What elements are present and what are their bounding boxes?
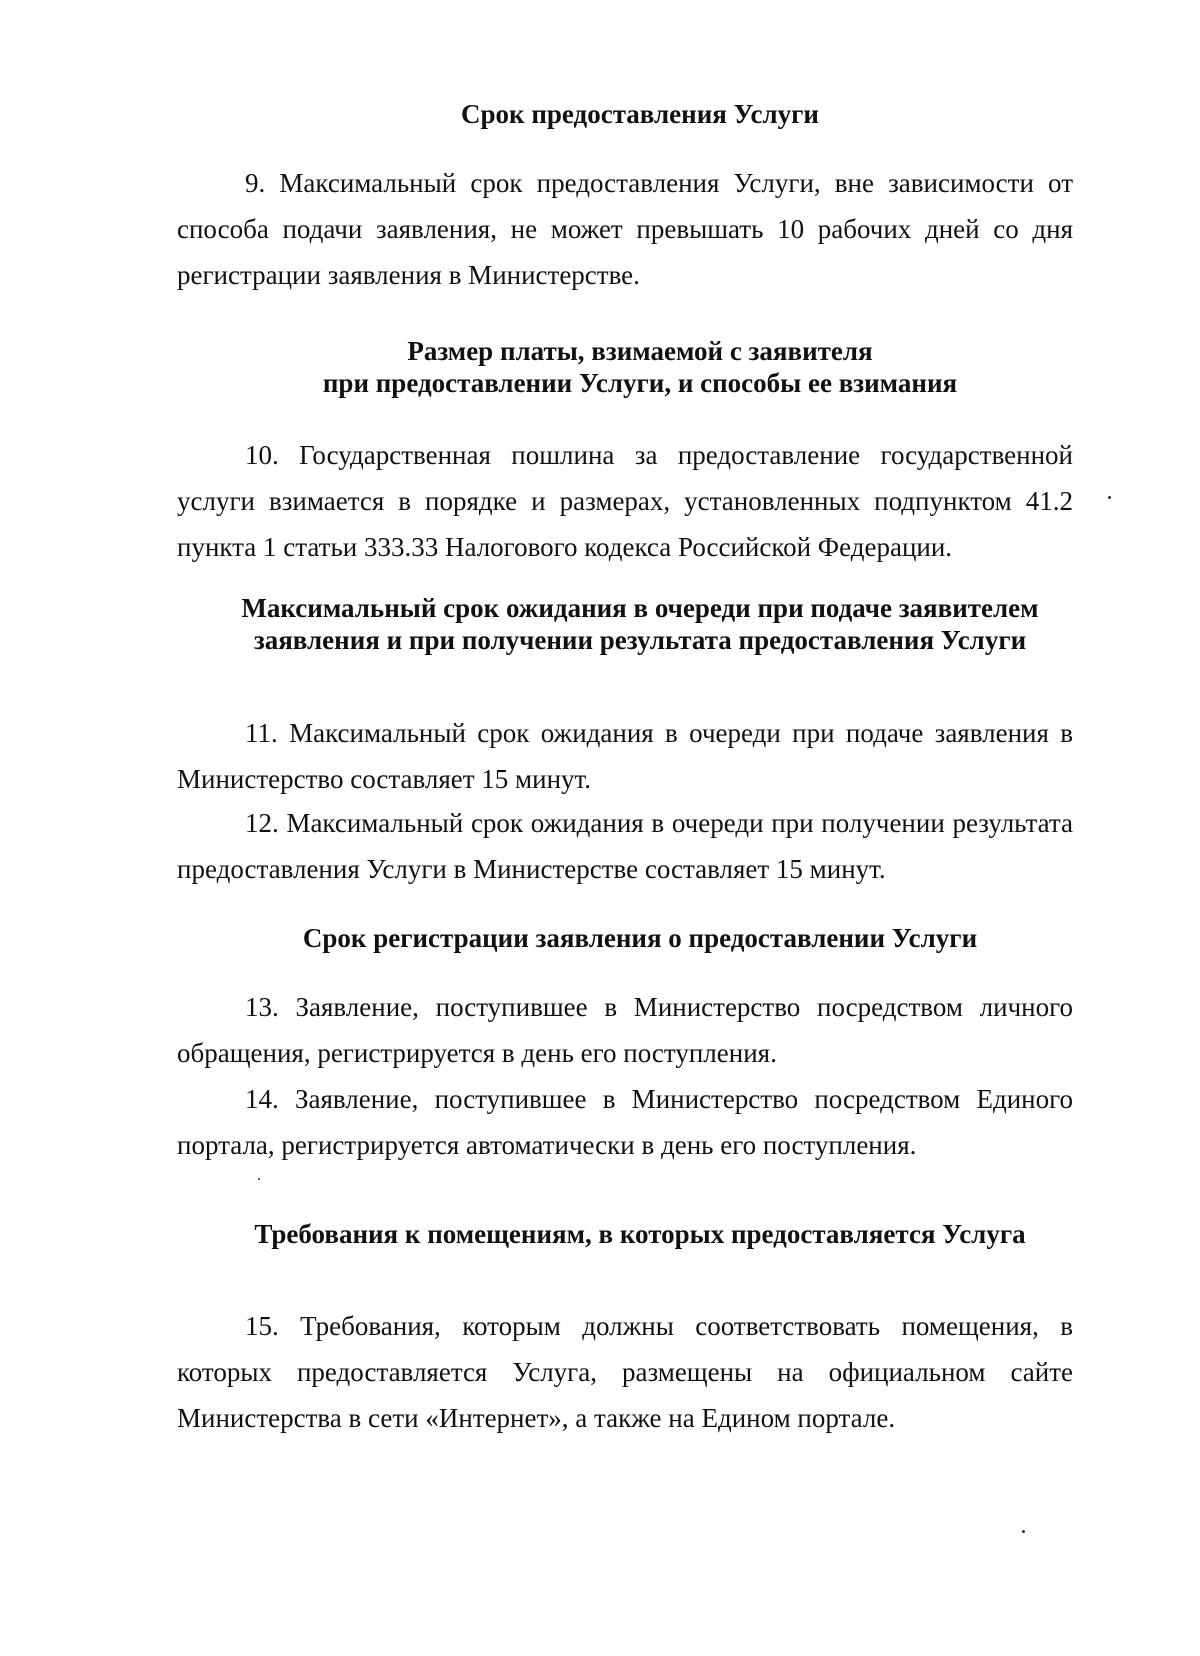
- scan-speck: [1022, 1530, 1025, 1533]
- section-heading-registration: Срок регистрации заявления о предоставлении Услуги: [302, 923, 978, 953]
- section-heading-queue: [200, 592, 1080, 656]
- scan-speck: [1108, 496, 1111, 499]
- section-heading-term: Срок предоставления Услуги: [461, 99, 819, 129]
- scan-speck: [258, 1178, 260, 1180]
- paragraph-15: 15. Требования, которым должны соответствовать помещения, в которых предоставляется Услуга, размещены на официальном сайте Министерства в сети «Интернет», а также на Едином портале.: [177, 1311, 1073, 1433]
- heading-line: заявления и при получении результата предоставления Услуги: [253, 625, 1027, 655]
- paragraph-12: 12. Максимальный срок ожидания в очереди при получении результата предоставления Услуги в Министерстве составляет 15 минут.: [177, 808, 1073, 884]
- paragraph-9: 9. Максимальный срок предоставления Услуги, вне зависимости от способа подачи заявления, не может превышать 10 рабочих дней со дня регистрации заявления в Министерстве.: [177, 168, 1073, 290]
- paragraph-11: 11. Максимальный срок ожидания в очереди при подаче заявления в Министерство составляет 15 минут.: [177, 718, 1073, 794]
- paragraph-13: 13. Заявление, поступившее в Министерство посредством личного обращения, регистрируется в день его поступления.: [177, 992, 1073, 1068]
- section-heading-premises: Требования к помещениям, в которых предоставляется Услуга: [254, 1219, 1026, 1249]
- paragraph-14: 14. Заявление, поступившее в Министерство посредством Единого портала, регистрируется автоматически в день его поступления.: [177, 1084, 1073, 1160]
- heading-line: Размер платы, взимаемой с заявителя: [407, 336, 873, 366]
- heading-line: при предоставлении Услуги, и способы ее взимания: [322, 368, 958, 398]
- heading-line: Максимальный срок ожидания в очереди при подаче заявителем: [241, 593, 1039, 623]
- paragraph-10: 10. Государственная пошлина за предоставление государственной услуги взимается в порядке и размерах, установленных подпунктом 41.2 пункта 1 статьи 333.33 Налогового кодекса Российской Федерации.: [177, 440, 1073, 562]
- section-heading-fee: [200, 335, 1080, 399]
